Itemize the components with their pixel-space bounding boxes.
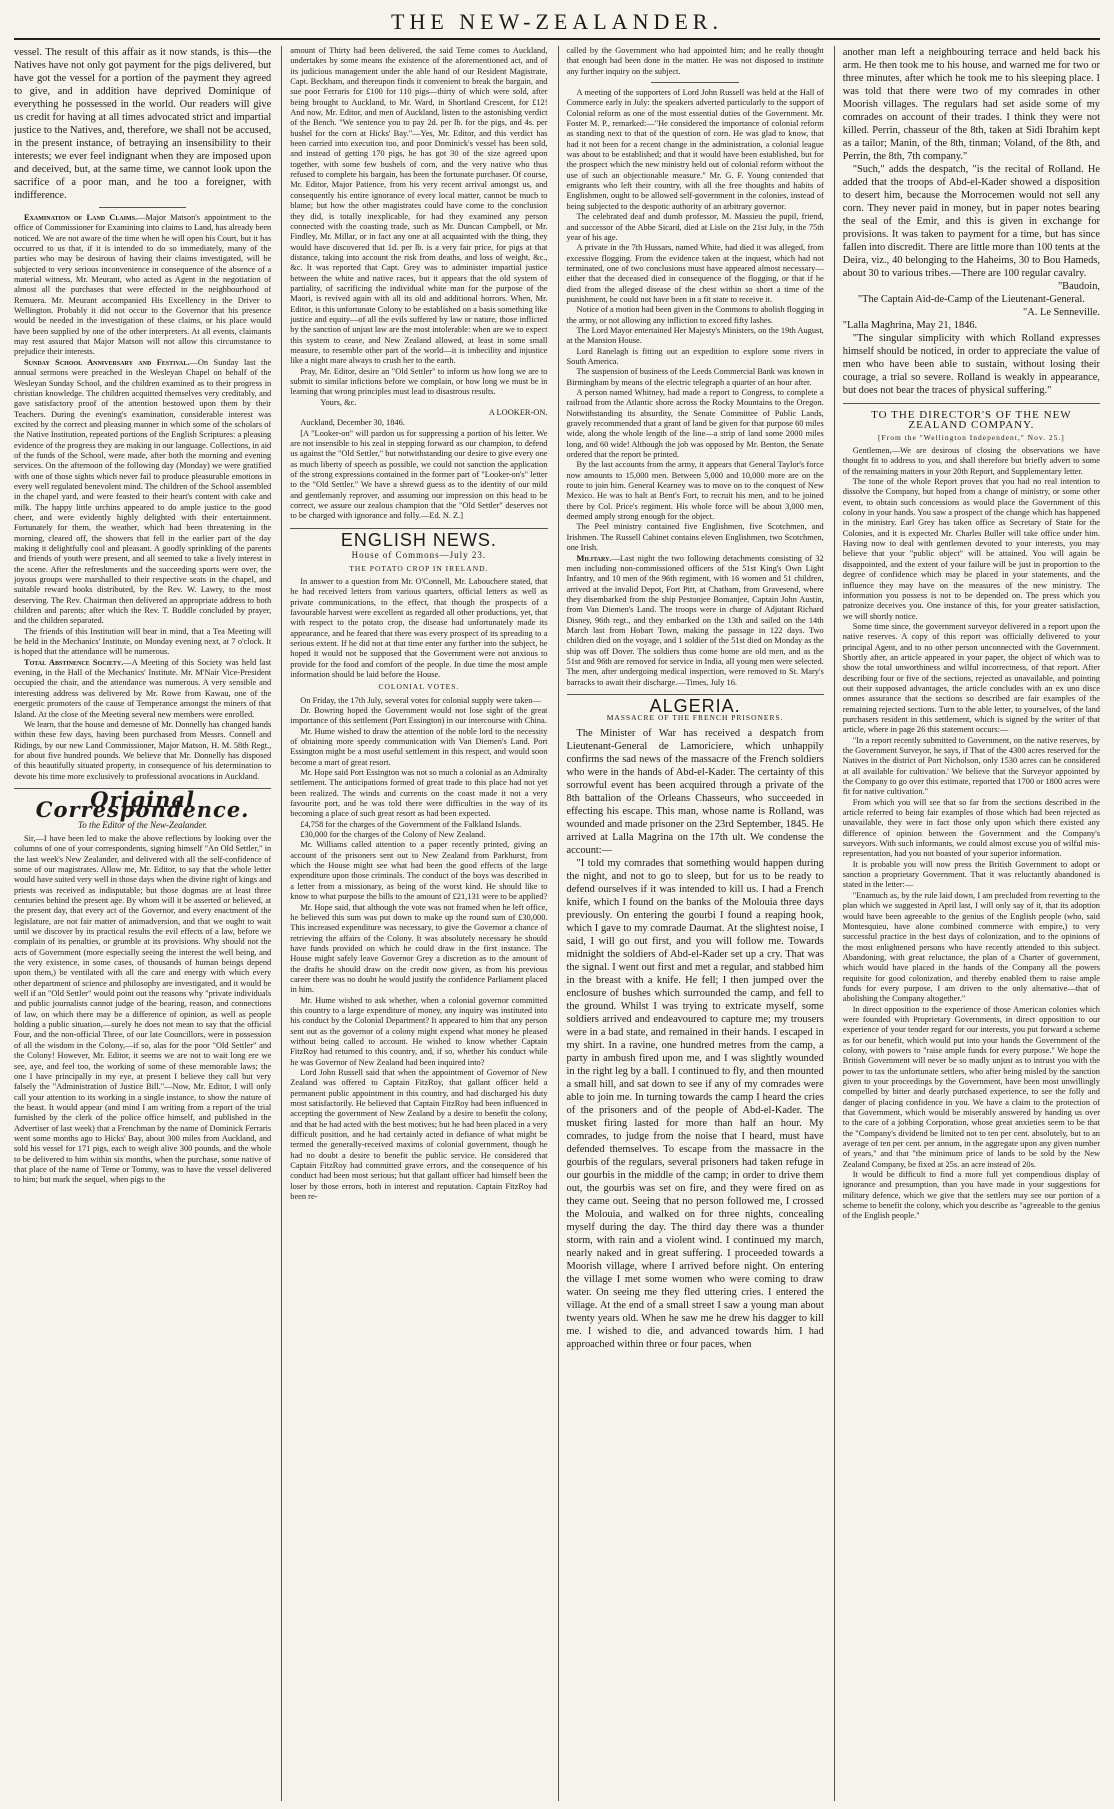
abstinence-body: —A Meeting of this Society was held last evening, in the Hall of the Mechanics' Institute. Mr. M'Nair Vice-President occupied the chair, and the attendance was numerous. A very sensible and interesting address was delivered by Mr. Rowe from Kawau, one of the energetic promoters of the cause of Temperance amongst the miners of that Island. At the close of the Meeting several new members were enrolled. bbox=[14, 657, 272, 719]
land-claims-paragraph bbox=[14, 213, 271, 358]
abstinence-lead: Total Abstinence Society. bbox=[24, 657, 124, 667]
signoff-yours: Yours, &c. bbox=[320, 397, 357, 407]
potato-subheading: THE POTATO CROP IN IRELAND. bbox=[349, 563, 489, 573]
colonial-votes-subheading: COLONIAL VOTES. bbox=[378, 682, 460, 692]
column-1 bbox=[14, 46, 271, 1801]
algeria-paragraph-1: The Minister of War has received a despatch from Lieutenant-General de Lamoriciere, which unhappily confirms the sad news of the massacre of the French soldiers who were in the hands of Abd-el-Kader. The certainty of this sorrowful event has been acquired through a private of the 8th battalion of the Orleans Chasseurs, who succeeded in effecting his escape. This man, whose name is Rolland, was wounded and made prisoner on the 23rd September, 1845. He arrived at Lalla Magrina on the 17th ult. We condense the account:— bbox=[566, 727, 824, 856]
signature-title: "The Captain Aid-de-Camp of the Lieutenant-General. bbox=[857, 294, 1085, 305]
bowring-paragraph: Dr. Bowring hoped the Government would not lose sight of the great importance of this settlement (Port Essington) in our intercourse with China. bbox=[290, 705, 548, 726]
military-paragraph bbox=[567, 554, 824, 688]
rolland-account: "I told my comrades that something would happen during the night, and not to go to sleep, but for us to be ready to defend ourselves if it was intended to kill us. I had a French knife, which I found on the banks of the Molouia three days previously. On entering the gourbi I found a reaping hook, which I gave to my comrade Daumat. At the slightest noise, I said, I will go out first, and you will follow me. Towards midnight the soldiers of Abd-el-Kader set up a cry. That was the signal. I went out first and met a regular, and stabbed him in the breast with a knife. He fell; I then jumped over the enclosure of bushes which surrounded the camp, and fell to the ground. Whilst I was trying to extricate myself, some soldiers arrived and endeavoured to capture me; my trousers were in a bad state, and remained in their hands. I escaped in my shirt. In a ravine, one hundred metres from the camp, a party in ambush fired upon me, and I was slightly wounded in the right leg by a ball. I continued to fly, and then mounted a small hill, and sat down to see if any of my comrades were able to join me. In turning towards the camp I heard the cries of the prisoners and of the people of Abd-el-Kader. The musket firing lasted for more than half an hour. My comrades, to judge from the noise that I heard, must have defended themselves. To escape from the massacre in the gourbis of the regulars, several prisoners had taken refuge in our gourbis in the middle of the camp; in order to drive them out, the gourbis was set on fire, and they were fired on as they came out. Seeing that no person followed me, I crossed the Molouia, and walked on for three nights, concealing myself during the day. The third day there was a thunder storm, with rain and a violent wind. I continued my march, nearly naked and in great suffering. I proceeded towards a Moorish village, where I arrived before night. On entering the village I met some women who were coming to draw water. On seeing me they fled uttering cries. I entered the village. At the end of a small street I saw a young man about twenty years old. When he saw me he drew his dagger to kill me. I wished to die, and advanced towards him. I had approached within three or four paces, when bbox=[566, 857, 824, 1350]
letter-body: Sir,—I have been led to make the above reflections by looking over the columns of one of your correspondents, signing himself "An Old Settler," in the last week's New Zealander, and delivered with all the self-confidence of some of our magistrates. Allow me, Mr. Editor, to say that the whole letter would have suited very well in those days when the divine right of kings and priests was received as indisputable; but those dogmas are at least three centuries behind the present age. By whom will it be asserted or believed, at the present day, that every act of the Governor, and every enactment of the legislature, are not fair matter of animadversion, and that we ought to wait until we discover by its practical results the evil effects of a law, before we complain of its penalties, or grumble at its provisions. Why should not the acts of Government (more especially seeing the interest the well being, and the very existence, in some cases, of thousands of human beings depend upon them,) be ventilated with all the care and energy with which every other department of science and philosophy are investigated, and it would be well if an "Old Settler" would point out the reasons why "private individuals and public journalists cannot judge of the bearing, reason, and connections of law, on which there may be a difference of opinion, as well as people holding a public situation,—surely he does not mean to say that the official Four, and the non-official Three, of our late Councillors, were in possession of all the wisdom in the Colony,—if so, alas for the poor "Old Settler" and the Colony! However, Mr. Editor, it seems we are not to wait long ere we see, aye, and feel too, the working of some of these memorable laws; the one I have principally in my eye, at present I believe they call but very falsely the "Administration of Justice Bill."—Now, Mr. Editor, I will only call your attention to its working in a single instance, to show the nature of the beast. It would appear (and mind I am writing from a report of the trial furnished by the clerk of the police office himself, and published in the Advertiser of last week) that a Frenchman by the name of Dominick Ferraris went some months ago to Hicks' Bay, about 300 miles from Auckland, and sold his vessel for 171 pigs, each to weigh alive 300 pounds, and the whole to be delivered to him within six months, when the purchase, some native of that place of the name of Teme or Tommy, was to have the vessel delivered to him; but mark the sequel, when pigs to the bbox=[14, 833, 272, 1185]
colonial-votes-paragraph: On Friday, the 17th July, several votes for colonial supply were taken— bbox=[300, 695, 541, 705]
hume-paragraph-2: Mr. Hume wished to ask whether, when a colonial governor committed this country to a large expenditure of money, any inquiry was instituted into his conduct by the Colonial Department? It appeared to him that any person sent out as the governor of a colony might expend what money he pleased without being called to account. He wished to know whether Captain FitzRoy had returned to this country, and, if so, whether his conduct while he was Governor of New Zealand had been inquired into? bbox=[290, 995, 548, 1067]
divider bbox=[567, 694, 824, 695]
flogging-paragraph: Notice of a motion had been given in the Commons to abolish flogging in the army, or not allowing any infliction to exceed fifty lashes. bbox=[566, 305, 824, 325]
directors-paragraph-5: From which you will see that so far from the sections described in the article referred to being fair examples of those which had been rejected as unavailable, they were in fact those only upon which there existed any difference of opinion between the Government and the Company's surveyors. With such informants, we could almost excuse you of wilful mis-representation, had you not boasted of your superior information. bbox=[842, 797, 1100, 859]
divider bbox=[843, 403, 1100, 404]
column-4 bbox=[834, 46, 1100, 1801]
fitzroy-continued: called by the Government who had appointed him; and he really thought that enough had been done in the matter. He was not disposed to institute any further inquiry on the subject. bbox=[566, 46, 824, 76]
directors-heading: TO THE DIRECTOR'S OF THE NEW ZEALAND COMPANY. bbox=[871, 409, 1072, 432]
directors-paragraph-7: "Enamuch as, by the rule laid down, I am precluded from reverting to the plan which we suggested in April last, I will only say of it, that its adoption would have been agreeable to the genius of the English people (who, said Montesquieu, have alone combined commerce with empire,) to very successful practice in the best days of colonization, and to the opinions of the most enlightened persons who have recently attended to this subject. Abandoning, with great reluctance, the plan of a Charter of government, which would have placed in the hands of the Company all the powers requisite for good colonization, and thereby enabled them to raise ample funds for every purpose, I am driven to the only alternative—that of abolishing the Company altogether." bbox=[842, 890, 1100, 1004]
tea-meeting-paragraph: The friends of this Institution will bear in mind, that a Tea Meeting will be held in the Mechanics' Institute, on Monday evening next, at 7 o'clock. It is hoped that the attendance will be numerous. bbox=[14, 626, 272, 657]
land-claims-body: —Major Matson's appointment to the office of Commissioner for Examining into claims to Land, has already been noticed. We are not aware of the time when he will open his Court, but it has occurred to us that, if it is intended to do so immediately, many of the parties who may be desirous of having their claims investigated, will be subjected to very serious inconvenience in consequence of the absence of a material witness, Mr. Meurant, who acted as Agent in the negotiation of almost all the purchases that were effected in the neighbourhood of Remuera. Mr. Meurant accompanied His Excellency in the Driver to Wellington. Probably it did not occur to the Governor that his presence would be needed in the investigation of these claims, or his place would have been supplied by one of the other interpreters. At all events, claimants may rest assured that Major Matson will not allow this circumstance to prejudice their interests. bbox=[14, 213, 272, 357]
cabinet-paragraph: The Peel ministry contained five Englishmen, five Scotchmen, and Irishmen. The Russell Cabinet contains eleven Englishmen, two Scotchmen, one Irish. bbox=[566, 522, 824, 553]
divider bbox=[99, 207, 186, 208]
leeds-bank-paragraph: The suspension of business of the Leeds Commercial Bank was known in Birmingham by means of the electric telegraph a quarter of an hour after. bbox=[566, 367, 824, 387]
military-lead: Military. bbox=[576, 553, 612, 563]
directors-paragraph-9: It would be difficult to find a more full yet compendious display of ignorance and presumption, than you have made in your suggestions for military defence, which we give that the settlers may see our portion of a scheme to benefit the colony, which you describe as "agreeable to the genius of the English people." bbox=[842, 1170, 1100, 1221]
hope-paragraph-2: Mr. Hope said, that although the vote was not framed when he left office, he believed this sum was put down to make up the round sum of £30,000. This increased expenditure was necessary, to give the Governor a chance of retrieving the affairs of the Colony. It was absolutely necessary he should have funds provided on which he could draw in the first instance. The House might safely leave Governor Grey a discretion as to the amount of the drafts he should draw on the credit now given, as from his previous career there was no doubt he would justify the confidence Parliament placed in him. bbox=[290, 902, 548, 995]
column-3 bbox=[558, 46, 824, 1801]
vessel-paragraph: vessel. The result of this affair as it now stands, is this—the Natives have not only got payment for the pigs delivered, but have got the vessel for a portion of the payment they agreed to give, and in addition have deprived Dominique of everything he possessed in the world. Our readers will give us credit for having at all times advocated strict and impartial justice to the Natives, and, therefore, we shall not be accused, in the present instance, of betraying an insensibility to their interests; we ever feel indignant when they are imposed upon and deceived, but, at the same time, we cannot look upon the sacrifice of a poor man, and he too a foreigner, with indifference. bbox=[14, 47, 272, 201]
abstinence-paragraph bbox=[14, 658, 271, 720]
sunday-school-lead: Sunday School Anniversary and Festival. bbox=[24, 357, 190, 367]
sunday-school-paragraph bbox=[14, 358, 271, 627]
military-body: —Last night the two following detachments consisting of 32 men including non-commissioned officers of the 51st King's Own Light Infantry, and 10 men of the 96th regiment, with 16 women and 51 children, arrived at the invalid Depot, Fort Pitt, at Chatham, from Gravesend, where they disembarked from the ship Pestonjee Bomanjee, Captain John Austin, from Van Diemen's Land. The troops were in charge of Adjutant Richard Disney, 96th regt., and they embarked on the 13th and sailed on the 14th March last from Hobart Town, making the passage in 122 days. Two children died on the voyage, and 1 soldier of the 51st died on Monday as the ship was off Dover. The soldiers thus come home are old men, and as the 51st and 96th are removed for service in India, all young men were selected. The men, after undergoing medical inspection, were removed to St. Mary's barracks to await their discharge.—Times, July 16. bbox=[566, 553, 824, 687]
original-correspondence-heading: Original Correspondence. bbox=[35, 786, 250, 823]
land-claims-lead: Examination of Land Claims. bbox=[24, 213, 138, 222]
lord-mayor-paragraph: The Lord Mayor entertained Her Majesty's Ministers, on the 19th August, at the Mansion House. bbox=[566, 325, 824, 346]
directors-paragraph-2: The tone of the whole Report proves that you had no real intention to dissolve the Company, but hoped from a change of ministry, or some other event, to obtain such concessions as would place the Government of this colony in your hands. You saw a prospect of the change which has happened in the ministry. Earl Grey has taken office as Secretary of State for the Colonies, and it is expected Mr. Charles Buller will take office under him. Having now to deal with gentlemen devoted to your interests, you may believe that your "public object" will be attained. You will again be disappointed, and the extent of your failure will be just in proportion to the degree of confidence which may be placed in your statements, and the influence they may have on the measures of the new ministry. The information you possess is not to be depended on. The press which you patronize deceives you. One instance of this, for your greater satisfaction, we will shortly notice. bbox=[842, 477, 1100, 621]
hope-paragraph-1: Mr. Hope said Port Essington was not so much a colonial as an Admiralty settlement. The anticipations formed of great trade to this place had not yet been realized. The winds and currents on the coast made it not a very favourite port, and he was told there were difficulties in the way of its becoming a place of such great resort as had been expected. bbox=[290, 768, 548, 819]
despatch-paragraph: "Such," adds the despatch, "is the recital of Rolland. He added that the troops of Abd-el-Kader showed a disposition to desert him, because the Morrocemen would not sell any corn. They never paid in money, but in paper notes bearing the seal of the Emir, and this is given in exchange for provisions. It was taken to payment for a time, but has since fallen into discredit. There are little more than 100 tents at the Deira, viz., 40 belonging to the Haheims, 30 to Bou Hameds, about 30 to various tribes.—There are 100 regular cavalry. bbox=[842, 164, 1100, 279]
ranelagh-paragraph: Lord Ranelagh is fitting out an expedition to explore some rivers in South America. bbox=[566, 346, 824, 366]
directors-paragraph-6: It is probable you will now press the British Government to adopt or sanction a proprietary Government. That it was reluctantly abandoned is stated in the letter:— bbox=[842, 859, 1100, 890]
donnelly-paragraph: We learn, that the house and demesne of Mr. Donnelly has changed hands within these few days, having been purchased from Messrs. Connell and Ridings, by our new Land Commissioner, Major Matson, H. M. 58th Regt., for about five hundred pounds. We believe that Mr. Donnelly has disposed of this beautifully situated property, in consequence of his determination to devote his time more exclusively to professional avocations in Auckland. bbox=[14, 719, 272, 781]
masthead: THE NEW-ZEALANDER. bbox=[14, 6, 1100, 40]
russell-paragraph: Lord John Russell said that when the appointment of Governor of New Zealand was offered to Captain FitzRoy, that gallant officer held a permanent public appointment in this country, and had discharged his duty most satisfactorily. He believed that Captain FitzRoy had been influenced in accepting the government of New Zealand by a desire to benefit the colony, and that he had acted with the best motives; but he had been placed in a very difficult position, and he had certainly acted in defiance of what might be termed the generally-received maxims of colonial government, though he had no doubt a desire to benefit the public service. He considered that Captain FitzRoy had committed grave errors, and the consequence of his conduct had been most serious; but that gallant officer had himself been the loser by those errors, both in interest and reputation. Captain FitzRoy had been re- bbox=[290, 1068, 548, 1202]
columns bbox=[14, 46, 1100, 1801]
divider bbox=[290, 528, 547, 529]
falkland-vote: £4,758 for the charges of the Government of the Falkland Islands. bbox=[300, 819, 522, 829]
russell-meeting-paragraph: A meeting of the supporters of Lord John Russell was held at the Hall of Commerce early in July: the speakers adverted particularly to the support of Colonial reform as one of the most essential duties of the Government. Mr. Foster M. P., remarked:—"He considered the importance of colonial reform as standing next to that of the question of corn. He was glad to know, that had it not been for a recent change in the administration, a colonial league was about to be established; and that it would have been established, but for the prospect which the new ministry held out of colonial reform without the use of such an objectionable measure." Mr. G. F. Young contended that emigrants who left their country, with all the free thoughts and habits of Englishmen, ought to be allowed self-government in the colonies, instead of being subjected to the despotic authority of an arbitrary governor. bbox=[566, 88, 824, 211]
column-2 bbox=[281, 46, 547, 1801]
signature-baudoin: "Baudoin, bbox=[1057, 281, 1100, 292]
commons-dateline: House of Commons—July 23. bbox=[351, 550, 487, 561]
divider bbox=[651, 82, 738, 83]
potato-paragraph: In answer to a question from Mr. O'Connell, Mr. Labouchere stated, that he had received letters from various quarters, official letters as well as private communications, to the effect, that though the prospects of a favourable harvest were excellent as regarded all other productions, yet, that with respect to the potato crop, the disease had unfortunately made its appearance, and he feared that there was every prospect of its spreading to a serious extent. If he did not at that time enter any further into the subject, he hoped it would not be supposed that the Government were not anxious to provide for the food and comfort of the people. In due time the most ample information should be laid before the House. bbox=[290, 576, 548, 679]
directors-paragraph-3: Some time since, the government surveyor delivered in a report upon the native reserves. A copy of this report was officially delivered to your principal Agent, and to no other person unconnected with the Government. Shortly after, an article appeared in your paper, the object of which was to show the total unworthiness and wilful incorrectness, of that report. After describing four or five of the sections, rejected as unavailable, and pointing out their supposed advantages, the article concludes with an ex uno disce omnes assurance that the sections so described are fair examples of the remaining rejected sections. Turn to the able letter, to yourselves, of the land purchasers resident in this settlement, which is signed by the writer of that article, where in page 26 this statement occurs:— bbox=[842, 621, 1100, 735]
letter-continued: amount of Thirty had been delivered, the said Teme comes to Auckland, undertakes by some means the existence of the aforementioned act, and of its judicious management under the able hand of our Resident Magistrate, Capt. Beckham, and thereupon finds it convenient to break the bargain, and sue poor Ferraris for £100 for 110 pigs—thirty of which were sold, after being brought to Auckland, to Mr. Ward, in Shortland Crescent, for £12! And now, Mr. Editor, and men of Auckland, listen to the astonishing verdict of the Bench. "We sentence you to pay 2d. per lb. for the pigs, and 4s. per bushel for the corn at Hicks' Bay."—Yes, Mr. Editor, and this verdict has been carried into execution too, and poor Dominick's vessel has been sold, and instead of getting 170 pigs, he has got 30 of the size agreed upon together, with some few bushels of corn, and the very native who thus refused to complete his bargain, has been the fortunate purchaser. Of course, Mr. Editor, Major Patience, from his very recent arrival amongst us, and consequently his entire ignorance of every local matter, cannot be much to blame; but how the other magistrates could have come to the conclusion they did, is totally inexplicable, for had they examined any person connected with the coasting trade, such as Mr. Duncan Campbell, or Mr. Findley, Mr. Millar, or in fact any one at all acquainted with the thing, they would have discovered that 1d. per lb. is a very fair price, for pigs at that distance, taking into account the risk from deaths, and loss of weight, &c., &c. It was reported that Capt. Grey was to administer impartial justice between the white and native races, but it appears that the old system of partiality, of sacrificing the individual white man for the purpose of the Maori, is revived again with all its old and additional horrors. When, Mr. Editor, is this unfortunate Colony to be established on a basis something like justice and equity—of all the evils suffered by law or nature, those inflicted by the sanction of unjust law are the most intolerable: when are we to expect this system to cease, and New Zealand allowed, at least in some small measure, to resemble other part of the world—it is imbecility and injustice like a night mare always to crush her to the earth. bbox=[290, 46, 548, 366]
army-paragraph: By the last accounts from the army, it appears that General Taylor's force now amounts to 15,000 men. Between 5,000 and 10,000 more are on the route to join him. General Kearney was to move on to the conquest of New Mexico. He was to halt at Bent's Fort, to recruit his men, and to be joined there by Col. Price's regiment. His whole force will be about 3,000 men, deemed amply strong enough for the object. bbox=[566, 460, 824, 522]
rolland-account-continued: another man left a neighbouring terrace and held back his arm. He then took me to his house, and warned me for two or three minutes, after which he took me to his sleeping place. I was told that there were two of my comrades in other Moorish villages. The regulars had set aside some of my comrades on account of their trades. I think they were not killed. Perrin, chasseur of the 8th, taken at Sidi Ibrahim kept as a tailor; Manin, of the 8th, tinman; Voland, of the 8th, and Perrin, the 8th, 7th company." bbox=[842, 47, 1100, 162]
railroad-paragraph: A person named Whitney, had made a report to Congress, to complete a railroad from the Atlantic shore across the Rocky Mountains to the Oregon. Notwithstanding its absurdity, the Senate Committee of Public Lands, gravely recommended that a grant of land be given for that purpose 60 miles wide, along the whole length of the line—a strip of land some 2000 miles long, and 60 wide! Although the job was opposed by Mr. Benton, the Senate ordered that the report be printed. bbox=[566, 388, 824, 460]
williams-paragraph: Mr. Williams called attention to a paper recently printed, giving an account of the prisoners sent out to New Zealand from Parkhurst, from which the House might see what had been the good effects of the large expenditure upon those criminals. The conduct of the boys was described in a letter from a missionary, as being of the worst kind. He should like to know to what purpose the bills to the amount of £21,131 were to be applied? bbox=[290, 840, 548, 902]
directors-source: [From the "Wellington Independent," Nov. 25.] bbox=[878, 432, 1065, 442]
to-editor-line: To the Editor of the New-Zealander. bbox=[78, 819, 208, 830]
massieu-paragraph: The celebrated deaf and dumb professor, M. Massieu the pupil, friend, and successor of the Abbe Sicard, died at Lisle on the 21st July, in the 75th year of his age. bbox=[566, 212, 824, 242]
sunday-school-body: —On Sunday last the annual sermons were preached in the Wesleyan Chapel on behalf of the Wesleyan Sunday School, and the children examined as to their progress in christian knowledge. The children acquitted themselves very creditably, and gave satisfactory proof of the attention bestowed upon them by their Teachers. During the evening's examination, considerable interest was excited by the correct and pleasing manner in which some of the scholars of the Native Institution, repeated portions of the English Scriptures: a pleasing evidence of the progress they are making in our language. Collections, in aid of the funds of the School, were made, after both the morning and evening services. On the afternoon of the following day (Monday) we were gratified with one of those sights which never fail to produce pleasurable emotions in every well regulated benevolent mind. The children of the School assembled in the chapel yard, and were feasted to their heart's content with cake and milk. The happy little urchins appeared to do ample justice to the good cheer, and were evidently highly delighted with their entertainment. Fortunately for them, the weather, which had been threatening in the morning, cleared off, the showers that fell in the earlier part of the day making it delightfully cool and pleasant. A goodly sprinkling of the parents and friends of youth were present, and all seemed to take a lively interest in the scene. After the refreshments and the succeeding sports were over, the joyous groups were marshalled to their respective seats in the chapel, and suitable reward books distributed, by the Rev. W. Lawry, to the most deserving. The Rev. Chairman then delivered an appropriate address to both children and parents; after which the Rev. T. Buddle concluded by prayer, and the children separated. bbox=[14, 357, 272, 626]
algeria-heading: ALGERIA. bbox=[649, 695, 741, 716]
directors-paragraph-8: In direct opposition to the experience of those American colonies which were founded with Proprietary Governments, in direct opposition to our experience of your tender regard for our interests, you put forward a scheme as for our benefit, which would put into your hands the Government of the colony, with powers to "raise ample funds for every purpose." We hope the British Government will never be so madly unjust as to intrust you with the power to tax the unfortunate settlers, who after being misled by the sanction given to your proceedings by the Government, have been most unwillingly compelled by bitter and dearly purchased experience, to see the folly and danger of placing confidence in you. We have a claim to the protection of that Government, which would be miserably answered by handing us over to the care of a jobbing Corporation, whose great anxieties seem to be that the "Company's dividend be limited not to ten per cent. absolutely, but to an average of ten per cent. per annum, in the aggregate upon any given number of years," and that "the minimum price of lands to be sold by the New Zealand Company, be fixed at 25s. an acre instead of 20s. bbox=[842, 1004, 1100, 1169]
editor-note: [A "Looker-on" will pardon us for suppressing a portion of his letter. We are not insensible to his zeal in stepping forward as our champion, to defend us against the "Old Settler," but notwithstanding our desire to give every one as much liberty of speech as possible, we could not sanction the application of the strong expressions contained in the former part of "Looker-on's" letter to the "Old Settler." We have a shrewd guess as to the identity of our mild and gentlemanly reprover, and assuming our impression on this head to be correct, we assure our zealous champion that the "Old Settler" deserves not to be charged with ignorance and folly.—Ed. N. Z.] bbox=[290, 428, 548, 521]
new-zealand-vote: £30,000 for the charges of the Colony of New Zealand. bbox=[300, 830, 486, 840]
directors-paragraph-4: "In a report recently submitted to Government, on the native reserves, by the Government Surveyor, he says, if That of the 4300 acres reserved for the Natives in the district of Port Nicholson, only 1530 acres can be considered at all available for cultivation.' We believe that the Surveyor appointed by the Company to go over this estimate, reported that 1700 or 1800 acres were fit for native cultivation." bbox=[842, 735, 1100, 797]
letter-closing-paragraph: Pray, Mr. Editor, desire an "Old Settler" to inform us how long we are to submit to similar infictions before we complain, or how long we must be in learning that wrong principles must lead to disastrous results. bbox=[290, 366, 548, 397]
signature-le-senneville: "A. Le Senneville. bbox=[1023, 307, 1100, 318]
directors-paragraph-1: Gentlemen,—We are desirous of closing the observations we have thought fit to address to you, and shall therefore but briefly advert to some of the remaining matters in your 20th Report, and Supplementary letter. bbox=[842, 446, 1100, 476]
signoff-name: A LOOKER-ON. bbox=[488, 408, 548, 418]
massacre-subheading: MASSACRE OF THE FRENCH PRISONERS. bbox=[606, 713, 784, 723]
signoff-date: Auckland, December 30, 1846. bbox=[300, 418, 405, 428]
english-news-heading: ENGLISH NEWS. bbox=[340, 529, 497, 550]
hume-paragraph-1: Mr. Hume wished to draw the attention of the noble lord to the necessity of obtaining more speedy communication with Van Diemen's Land. Port Essington might be a most useful settlement in this respect, and would soon become a mart of great resort. bbox=[290, 726, 548, 767]
signature-place: "Lalla Maghrina, May 21, 1846. bbox=[842, 320, 978, 331]
rolland-remark: "The singular simplicity with which Rolland expresses himself should be noticed, in order to appreciate the value of men who have been able to sustain, without losing their courage, a trial so severe. Rolland is weakly in appearance, but does not bear the traces of physical suffering." bbox=[842, 333, 1100, 396]
hussars-paragraph: A private in the 7th Hussars, named White, had died it was alleged, from excessive flogging. From the evidence taken at the inquest, which had not terminated, one of two conclusions must have appeared almost necessary—either that the deceased died in consequence of the flogging, or that if he died from the alleged disease of the chest within so short a time of the punishment, he could not have been in a fit state to receive it. bbox=[566, 243, 824, 304]
